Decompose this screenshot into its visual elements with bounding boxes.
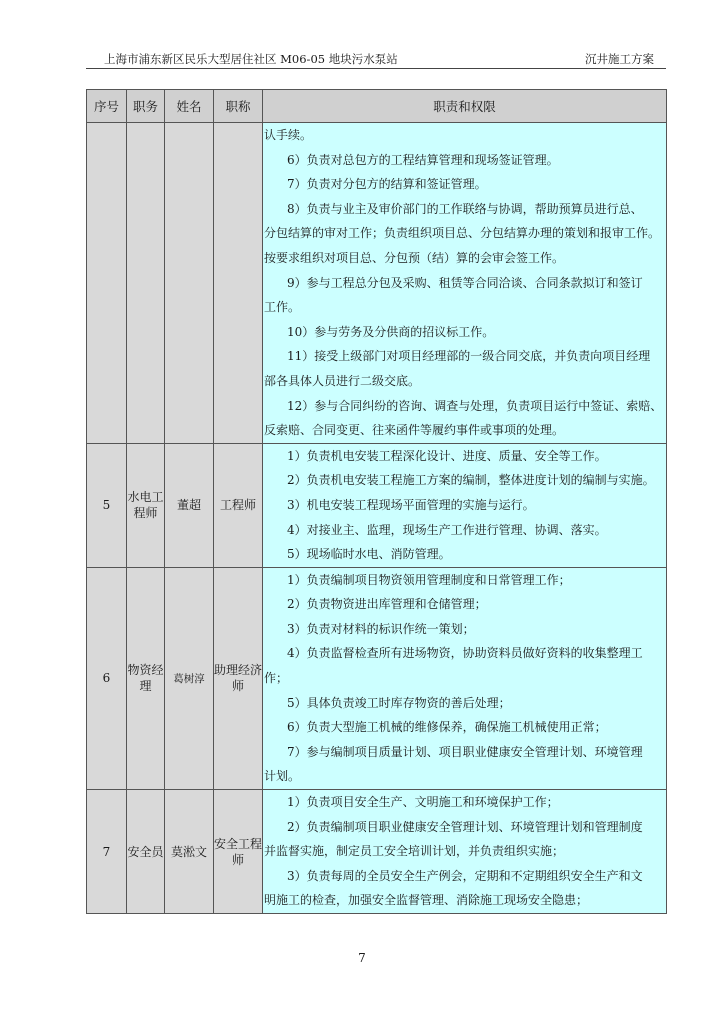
- duty-line: 6）负责对总包方的工程结算管理和现场签证管理。: [287, 152, 559, 167]
- row-title-text: 助理经济师: [214, 663, 263, 694]
- table-row: [87, 443, 667, 567]
- duty-line: 明施工的检查，加强安全监督管理、消除施工现场安全隐患；: [264, 893, 589, 908]
- duty-line: 8）负责与业主及审价部门的工作联络与协调，帮助预算员进行总、: [287, 201, 643, 216]
- duty-line: 12）参与合同纠纷的咨询、调查与处理，负责项目运行中签证、索赔、: [287, 398, 663, 413]
- row-title-text: 安全工程师: [214, 836, 263, 867]
- row-title-text: 工程师: [219, 498, 256, 513]
- row-number-text: 7: [102, 844, 111, 859]
- row-name: [165, 790, 214, 914]
- duty-line: 认手续。: [264, 128, 313, 142]
- row-position-text: 水电工程师: [127, 490, 164, 521]
- duty-line: 4）对接业主、监理，现场生产工作进行管理、协调、落实。: [287, 522, 607, 537]
- row-duties: [263, 123, 667, 444]
- duty-line: 1）负责机电安装工程深化设计、进度、质量、安全等工作。: [287, 448, 607, 463]
- duty-line: 5）现场临时水电、消防管理。: [287, 547, 451, 562]
- col-header-title: 职称: [214, 90, 263, 123]
- page-number: 7: [358, 951, 366, 965]
- duty-line: 计划。: [264, 769, 301, 784]
- row-position: [127, 123, 165, 444]
- duty-line: 2）负责物资进出库管理和仓储管理；: [287, 597, 487, 612]
- duty-line: 5）具体负责竣工时库存物资的善后处理；: [287, 695, 511, 710]
- row-position-text: 安全员: [127, 844, 164, 859]
- row-position: [127, 443, 165, 567]
- row-title: [214, 790, 263, 914]
- row-position: [127, 790, 165, 914]
- duty-line: 11）接受上级部门对项目经理部的一级合同交底，并负责向项目经理: [287, 349, 651, 364]
- col-header-duties: 职责和权限: [263, 90, 667, 123]
- row-duties: [263, 443, 667, 567]
- duty-line: 3）负责对材料的标识作统一策划；: [287, 621, 475, 636]
- row-number: [87, 443, 127, 567]
- duty-line: 9）参与工程总分包及采购、租赁等合同洽谈、合同条款拟订和签订: [287, 275, 643, 290]
- row-title: [214, 443, 263, 567]
- duty-line: 4）负责监督检查所有进场物资，协助资料员做好资料的收集整理工: [287, 646, 643, 661]
- row-name-text: 莫淞文: [170, 844, 207, 859]
- row-duties: [263, 567, 667, 789]
- duty-line: 3）机电安装工程现场平面管理的实施与运行。: [287, 497, 535, 512]
- duty-line: 3）负责每周的全员安全生产例会，定期和不定期组织安全生产和文: [287, 868, 643, 883]
- table-row: [87, 123, 667, 444]
- row-name-text: 董超: [176, 498, 201, 513]
- table-header-row: [87, 90, 667, 123]
- duty-line: 部各具体人员进行二级交底。: [264, 373, 421, 388]
- col-header-name: 姓名: [165, 90, 214, 123]
- row-duties: [263, 790, 667, 914]
- duty-line: 6）负责大型施工机械的维修保养，确保施工机械使用正常；: [287, 720, 607, 735]
- duty-line: 工作。: [264, 300, 301, 315]
- duty-line: 1）负责编制项目物资领用管理制度和日常管理工作；: [287, 572, 571, 587]
- row-number: [87, 123, 127, 444]
- table-row: [87, 790, 667, 914]
- col-header-no: 序号: [87, 90, 127, 123]
- col-header-position: 职务: [127, 90, 165, 123]
- row-number: [87, 567, 127, 789]
- duty-line: 10）参与劳务及分供商的招议标工作。: [287, 324, 495, 339]
- duty-line: 分包结算的审对工作；负责组织项目总、分包结算办理的策划和报审工作。: [264, 226, 661, 241]
- row-number: [87, 790, 127, 914]
- duty-line: 7）负责对分包方的结算和签证管理。: [287, 177, 487, 192]
- responsibility-table: [86, 89, 667, 914]
- row-name-text: 葛树淳: [173, 672, 205, 685]
- duty-line: 并监督实施，制定员工安全培训计划，并负责组织实施；: [264, 844, 565, 859]
- duty-line: 2）负责编制项目职业健康安全管理计划、环境管理计划和管理制度: [287, 819, 643, 834]
- row-title: [214, 567, 263, 789]
- header-doc-title: 沉井施工方案: [585, 52, 654, 66]
- page-header: [86, 44, 666, 69]
- duty-line: 2）负责机电安装工程施工方案的编制，整体进度计划的编制与实施。: [287, 473, 655, 488]
- row-name: [165, 567, 214, 789]
- row-name: [165, 443, 214, 567]
- header-project-title: 上海市浦东新区民乐大型居住社区 M06-05 地块污水泵站: [104, 52, 398, 66]
- duty-line: 7）参与编制项目质量计划、项目职业健康安全管理计划、环境管理: [287, 744, 643, 759]
- table-row: [87, 567, 667, 789]
- row-number-text: 6: [102, 671, 111, 686]
- duty-line: 作；: [264, 671, 289, 686]
- row-name: [165, 123, 214, 444]
- row-number-text: 5: [102, 498, 111, 513]
- duty-line: 按要求组织对项目总、分包预（结）算的会审会签工作。: [264, 250, 565, 265]
- row-position: [127, 567, 165, 789]
- row-title: [214, 123, 263, 444]
- duty-line: 1）负责项目安全生产、文明施工和环境保护工作；: [287, 795, 559, 810]
- row-position-text: 物资经理: [127, 663, 164, 694]
- duty-line: 反索赔、合同变更、往来函件等履约事件或事项的处理。: [264, 423, 565, 438]
